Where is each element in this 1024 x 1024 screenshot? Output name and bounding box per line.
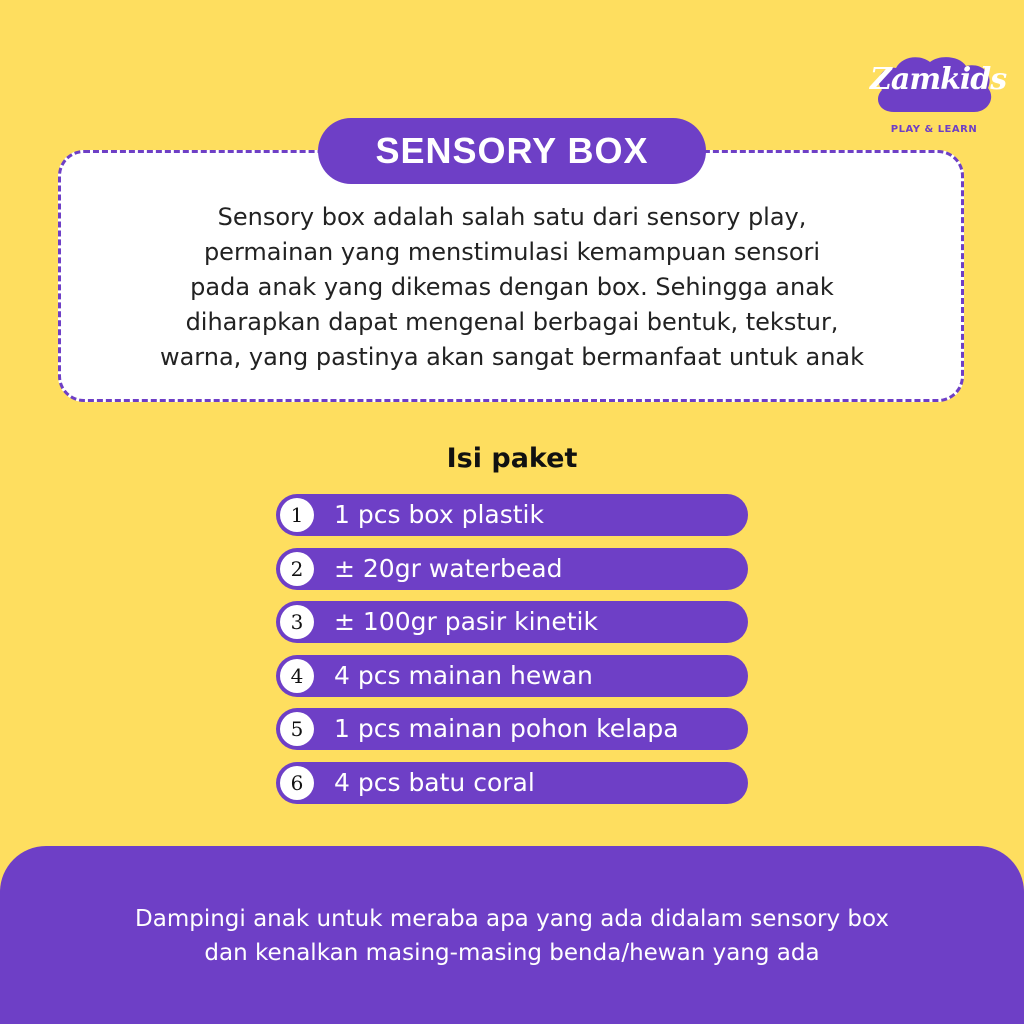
item-label: 4 pcs batu coral <box>334 767 535 797</box>
page-title: SENSORY BOX <box>318 118 706 184</box>
footer-text <box>20 902 1004 970</box>
description-line: permainan yang menstimulasi kemampuan sensori <box>203 238 821 266</box>
logo-tagline: PLAY & LEARN <box>890 124 978 135</box>
item-number-badge: 6 <box>280 766 314 800</box>
item-number-badge: 2 <box>280 552 314 586</box>
brand-logo <box>870 54 1007 144</box>
item-number-badge: 4 <box>280 659 314 693</box>
item-label: 1 pcs box plastik <box>334 500 544 529</box>
list-item <box>276 655 748 697</box>
description-text <box>70 200 954 375</box>
list-item <box>276 494 748 536</box>
logo-name: Zamkids <box>870 62 1007 97</box>
footer-line: Dampingi anak untuk meraba apa yang ada didalam sensory box <box>135 906 889 932</box>
item-label: ± 20gr waterbead <box>334 553 563 583</box>
list-item <box>276 601 748 643</box>
description-line: diharapkan dapat mengenal berbagai bentuk, tekstur, <box>185 308 839 336</box>
item-number-badge: 5 <box>280 712 314 746</box>
item-label: ± 100gr pasir kinetik <box>334 607 598 636</box>
item-label: 1 pcs mainan pohon kelapa <box>334 714 679 743</box>
item-number-badge: 1 <box>280 498 314 532</box>
item-number-badge: 3 <box>280 605 314 639</box>
item-label: 4 pcs mainan hewan <box>334 660 593 690</box>
list-item <box>276 708 748 750</box>
description-line: warna, yang pastinya akan sangat bermanfaat untuk anak <box>159 343 865 371</box>
list-item <box>276 762 748 804</box>
footer-line: dan kenalkan masing-masing benda/hewan yang ada <box>204 940 820 966</box>
list-item <box>276 548 748 590</box>
description-line: Sensory box adalah salah satu dari sensory play, <box>217 203 807 231</box>
package-list <box>276 494 748 815</box>
description-line: pada anak yang dikemas dengan box. Sehingga anak <box>190 273 834 301</box>
package-heading: Isi paket <box>446 443 578 474</box>
